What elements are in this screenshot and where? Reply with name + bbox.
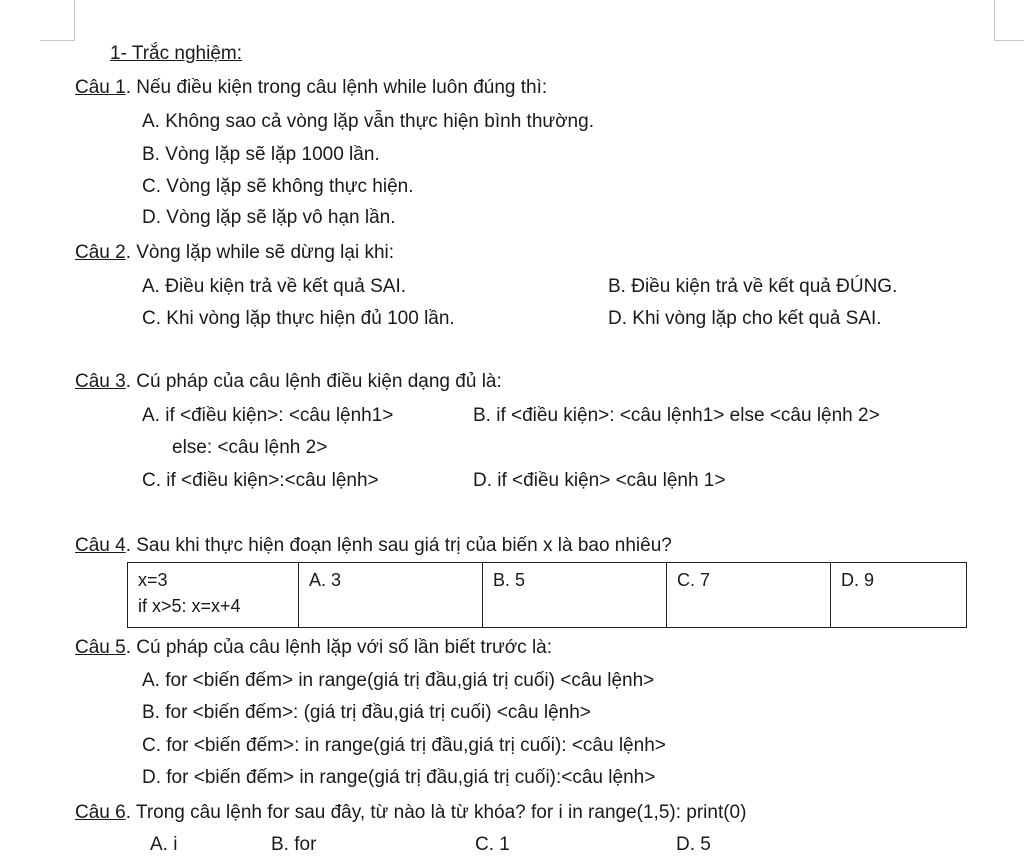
question-label: Câu 3 bbox=[75, 371, 126, 392]
q5-option-b: B. for <biến đếm>: (giá trị đầu,giá trị cuối) <câu lệnh> bbox=[142, 702, 591, 723]
question-label: Câu 1 bbox=[75, 77, 126, 98]
question-label: Câu 2 bbox=[75, 242, 126, 263]
q6-option-c: C. 1 bbox=[475, 834, 510, 855]
q3-option-a-continuation: else: <câu lệnh 2> bbox=[172, 437, 328, 458]
q5-option-d: D. for <biến đếm> in range(giá trị đầu,giá trị cuối):<câu lệnh> bbox=[142, 767, 656, 788]
q4-code-cell bbox=[128, 563, 299, 628]
q1-option-b: B. Vòng lặp sẽ lặp 1000 lần. bbox=[142, 144, 380, 165]
q4-answer-table bbox=[127, 562, 967, 628]
q2-option-d: D. Khi vòng lặp cho kết quả SAI. bbox=[608, 308, 882, 329]
q3-option-d: D. if <điều kiện> <câu lệnh 1> bbox=[473, 470, 726, 491]
question-4 bbox=[75, 534, 672, 558]
q4-option-d: D. 9 bbox=[831, 563, 967, 628]
q1-option-c: C. Vòng lặp sẽ không thực hiện. bbox=[142, 176, 414, 197]
page-corner-mark-right bbox=[994, 0, 1024, 41]
q5-option-c: C. for <biến đếm>: in range(giá trị đầu,giá trị cuối): <câu lệnh> bbox=[142, 735, 666, 756]
question-3 bbox=[75, 370, 502, 394]
question-text: . Trong câu lệnh for sau đây, từ nào là từ khóa? for i in range(1,5): print(0) bbox=[125, 802, 747, 823]
q4-option-a: A. 3 bbox=[299, 563, 483, 628]
q6-option-b: B. for bbox=[271, 834, 317, 855]
q6-option-d: D. 5 bbox=[676, 834, 711, 855]
question-1 bbox=[75, 76, 547, 100]
q3-option-c: C. if <điều kiện>:<câu lệnh> bbox=[142, 470, 379, 491]
question-text: . Vòng lặp while sẽ dừng lại khi: bbox=[125, 242, 395, 263]
q2-option-b: B. Điều kiện trả về kết quả ĐÚNG. bbox=[608, 276, 898, 297]
q3-option-b: B. if <điều kiện>: <câu lệnh1> else <câu lệnh 2> bbox=[473, 405, 880, 426]
q2-option-a: A. Điều kiện trả về kết quả SAI. bbox=[142, 276, 407, 297]
question-text: . Cú pháp của câu lệnh điều kiện dạng đủ là: bbox=[125, 371, 502, 392]
question-label: Câu 4 bbox=[75, 535, 126, 556]
q5-option-a: A. for <biến đếm> in range(giá trị đầu,giá trị cuối) <câu lệnh> bbox=[142, 670, 655, 691]
question-6 bbox=[75, 801, 746, 825]
question-text: . Cú pháp của câu lệnh lặp với số lần biết trước là: bbox=[125, 637, 553, 658]
q1-option-d: D. Vòng lặp sẽ lặp vô hạn lần. bbox=[142, 207, 396, 228]
q1-option-a: A. Không sao cả vòng lặp vẫn thực hiện bình thường. bbox=[142, 111, 594, 132]
question-label: Câu 5 bbox=[75, 637, 126, 658]
question-label: Câu 6 bbox=[75, 802, 126, 823]
page-corner-mark-left bbox=[40, 0, 75, 41]
question-5 bbox=[75, 636, 552, 660]
q4-option-b: B. 5 bbox=[483, 563, 667, 628]
q4-option-c: C. 7 bbox=[667, 563, 831, 628]
q3-option-a: A. if <điều kiện>: <câu lệnh1> bbox=[142, 405, 394, 426]
question-text: . Sau khi thực hiện đoạn lệnh sau giá trị của biến x là bao nhiêu? bbox=[125, 535, 672, 556]
question-text: . Nếu điều kiện trong câu lệnh while luôn đúng thì: bbox=[125, 77, 548, 98]
q6-option-a: A. i bbox=[150, 834, 178, 855]
q4-code-line-2: if x>5: x=x+4 bbox=[138, 596, 241, 616]
q4-code-line-1: x=3 bbox=[138, 570, 168, 590]
question-2 bbox=[75, 241, 394, 265]
q2-option-c: C. Khi vòng lặp thực hiện đủ 100 lần. bbox=[142, 308, 455, 329]
section-title: 1- Trắc nghiệm: bbox=[110, 43, 242, 64]
